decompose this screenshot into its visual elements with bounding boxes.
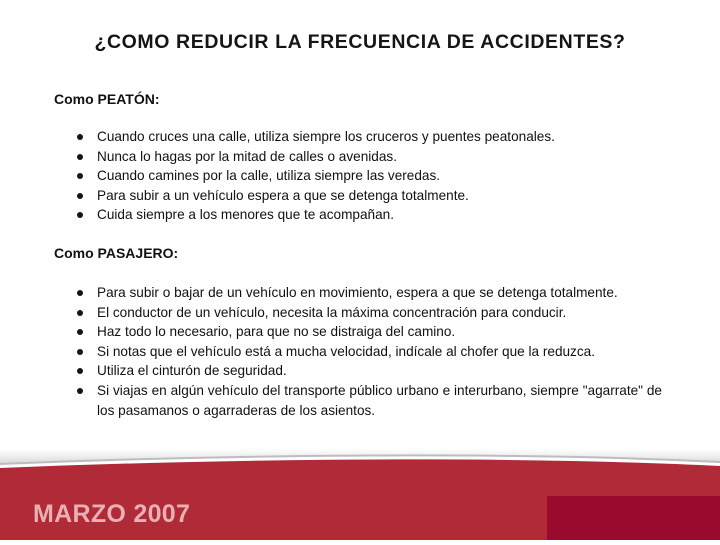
bullet-icon <box>77 290 83 296</box>
bullet-icon <box>77 193 83 199</box>
bullet-icon <box>77 310 83 316</box>
bullet-icon <box>77 134 83 140</box>
bullet-icon <box>77 388 83 394</box>
slide-title: ¿COMO REDUCIR LA FRECUENCIA DE ACCIDENTES? <box>94 31 626 53</box>
bullet-icon <box>77 329 83 335</box>
footer-dark-block <box>547 496 720 540</box>
section-heading-peaton: Como PEATÓN: <box>54 91 160 107</box>
section-heading-pasajero: Como PASAJERO: <box>54 245 179 261</box>
bullet-icon <box>77 154 83 160</box>
bullet-icon <box>77 173 83 179</box>
footer-date: MARZO 2007 <box>33 500 191 528</box>
bullet-icon <box>77 212 83 218</box>
bullet-icon <box>77 349 83 355</box>
bullet-icon <box>77 368 83 374</box>
